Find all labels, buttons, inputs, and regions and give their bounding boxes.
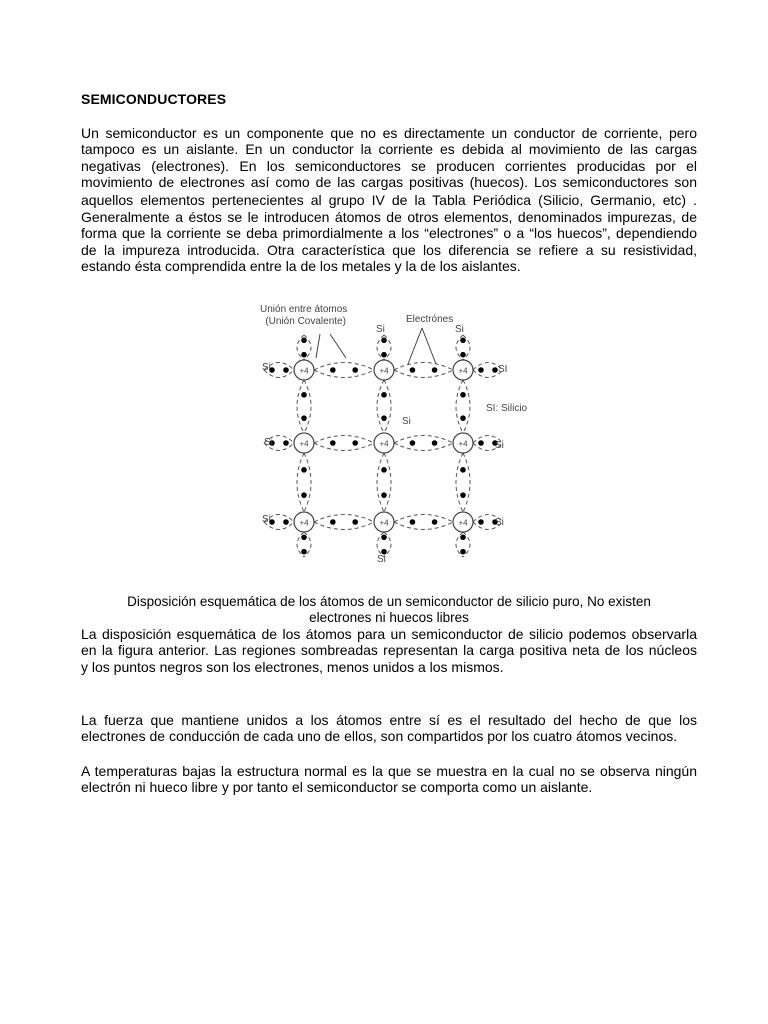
bond-line xyxy=(394,436,453,444)
paragraph-line: negativas (electrones). En los semiconductores se producen corrientes producidas por el xyxy=(81,157,697,174)
paragraph-line: estando ésta comprendida entre la de los metales y la de los aislantes. xyxy=(81,258,521,275)
bond-line xyxy=(297,453,304,512)
atom-charge: +4 xyxy=(458,518,468,528)
electron-dot xyxy=(301,352,307,358)
electron-dot xyxy=(301,392,307,398)
paragraph-line: La fuerza que mantiene unidos a los átomos entre sí es el resultado del hecho de que los xyxy=(81,712,697,728)
electron-dot xyxy=(301,415,307,421)
electron-dot xyxy=(352,367,358,373)
electron-dot xyxy=(432,440,438,446)
si-label: Si xyxy=(402,416,411,427)
paragraph-line: La disposición esquemática de los átomos para un semiconductor de silicio podemos observarla xyxy=(81,626,697,642)
bond-line xyxy=(314,515,374,523)
electron-dot xyxy=(330,367,336,373)
electron-dot xyxy=(460,492,466,498)
electron-dot xyxy=(381,492,387,498)
electron-dot xyxy=(460,535,466,541)
electron-dot xyxy=(330,519,336,525)
bond-line xyxy=(394,363,453,371)
si-label: Si xyxy=(262,514,271,525)
paragraph-line: tampoco es un aislante. En un conductor la corriente es debida al movimiento de las cargas xyxy=(81,141,697,158)
electron-dot xyxy=(410,519,416,525)
electron-dot xyxy=(381,415,387,421)
electron-dot xyxy=(301,535,307,541)
electron-dot xyxy=(460,392,466,398)
electron-dot xyxy=(301,492,307,498)
atom-charge: +4 xyxy=(299,439,309,449)
paragraph-line: aquellos elementos pertenecientes al grupo IV de la Tabla Periódica (Silicio, Germanio, etc) . xyxy=(81,191,697,208)
electron-dot xyxy=(381,535,387,541)
paragraph-line: en la figura anterior. Las regiones sombreadas representan la carga positiva neta de los núcleos xyxy=(81,642,697,659)
electron-dot xyxy=(410,367,416,373)
bond-line xyxy=(377,380,384,433)
bond-line xyxy=(314,370,374,378)
electron-dot xyxy=(301,467,307,473)
low-temperature-paragraph xyxy=(81,763,697,796)
atom-charge: +4 xyxy=(299,518,309,528)
bond-line xyxy=(314,363,374,371)
si-label: Si xyxy=(264,437,273,448)
electron-dot xyxy=(492,367,498,373)
electron-dot xyxy=(460,352,466,358)
pointer-line xyxy=(408,328,422,364)
paragraph-line: movimiento de electrones así como de las cargas positivas (huecos). Los semiconductores son xyxy=(81,174,697,191)
electron-dot xyxy=(381,392,387,398)
electron-dot xyxy=(283,367,289,373)
si-label: Si xyxy=(455,324,464,335)
atom-charge: +4 xyxy=(458,366,468,376)
paragraph-line: de la impureza introducida. Otra característica que los diferencia se refiere a su resistividad, xyxy=(81,241,697,258)
pointer-line xyxy=(330,334,346,358)
si-label: SI xyxy=(498,364,508,375)
electron-dot xyxy=(460,338,466,344)
bond-line xyxy=(314,436,374,444)
electrons-label: Electrónes xyxy=(406,314,454,325)
electron-dot xyxy=(478,519,484,525)
si-label: Si xyxy=(377,554,386,565)
page-title: SEMICONDUCTORES xyxy=(81,91,227,107)
bond-line xyxy=(314,443,374,451)
electron-dot xyxy=(432,519,438,525)
bond-line xyxy=(463,380,470,433)
bond-line xyxy=(394,443,453,451)
si-label: Si xyxy=(376,324,385,335)
atom-charge: +4 xyxy=(379,518,389,528)
figure-caption: Disposición esquemática de los átomos de un semiconductor de silicio puro, No existen electrones ni huecos libres xyxy=(127,594,651,626)
pointer-line xyxy=(316,334,320,358)
bond-line xyxy=(394,370,453,378)
electron-dot xyxy=(410,440,416,446)
paragraph-line: y los puntos negros son los electrones, menos unidos a los mismos. xyxy=(81,658,504,675)
electron-dot xyxy=(478,440,484,446)
electron-dot xyxy=(330,440,336,446)
electron-dot xyxy=(381,352,387,358)
electron-dot xyxy=(381,338,387,344)
bond-line xyxy=(456,453,463,512)
si-label: Si xyxy=(262,362,271,373)
bond-force-paragraph xyxy=(81,712,697,745)
paragraph-line: forma que la corriente se deba primordialmente a los “electrones” o a “los huecos”, dependiendo xyxy=(81,225,697,242)
intro-paragraph xyxy=(81,125,697,275)
bond-line xyxy=(297,380,304,433)
bond-line xyxy=(304,380,311,433)
electron-dot xyxy=(381,467,387,473)
paragraph-line: electrones de conducción de cada uno de ellos, son compartidos por los cuatro átomos vecinos. xyxy=(81,728,678,745)
paragraph-line: Un semiconductor es un componente que no es directamente un conductor de corriente, pero xyxy=(81,125,697,141)
electron-dot xyxy=(301,338,307,344)
legend-label: SI: Silicio xyxy=(486,403,528,414)
paragraph-line: electrón ni hueco libre y por tanto el semiconductor se comporta como un aislante. xyxy=(81,779,593,796)
atom-charge: +4 xyxy=(299,366,309,376)
electron-dot xyxy=(460,549,466,555)
lattice-diagram xyxy=(250,300,540,572)
bond-line xyxy=(304,453,311,512)
bond-label: Unión entre átomos (Unión Covalente) xyxy=(260,304,348,327)
electron-dot xyxy=(352,440,358,446)
atom-charge: +4 xyxy=(379,366,389,376)
bond-line xyxy=(463,453,470,512)
atom-charge: +4 xyxy=(379,439,389,449)
electron-dot xyxy=(460,415,466,421)
electron-dot xyxy=(283,440,289,446)
electron-dot xyxy=(301,549,307,555)
bond-line xyxy=(456,380,463,433)
bond-line xyxy=(314,522,374,530)
figure-explanation-paragraph xyxy=(81,626,697,675)
bond-line xyxy=(394,522,453,530)
bond-line xyxy=(384,453,391,512)
paragraph-line: A temperaturas bajas la estructura normal es la que se muestra en la cual no se observa ningún xyxy=(81,763,697,779)
electron-dot xyxy=(283,519,289,525)
bond-line xyxy=(394,515,453,523)
electron-dot xyxy=(432,367,438,373)
electron-dot xyxy=(478,367,484,373)
bond-line xyxy=(377,453,384,512)
electron-dot xyxy=(460,467,466,473)
silicon-lattice-figure xyxy=(250,300,540,572)
electron-dot xyxy=(352,519,358,525)
bond-line xyxy=(384,380,391,433)
si-label: Si xyxy=(495,517,504,528)
si-label: Si xyxy=(495,440,504,451)
atom-charge: +4 xyxy=(458,439,468,449)
paragraph-line: Generalmente a éstos se le introducen átomos de otros elementos, denominados impurezas, de xyxy=(81,209,697,226)
pointer-line xyxy=(422,328,436,364)
